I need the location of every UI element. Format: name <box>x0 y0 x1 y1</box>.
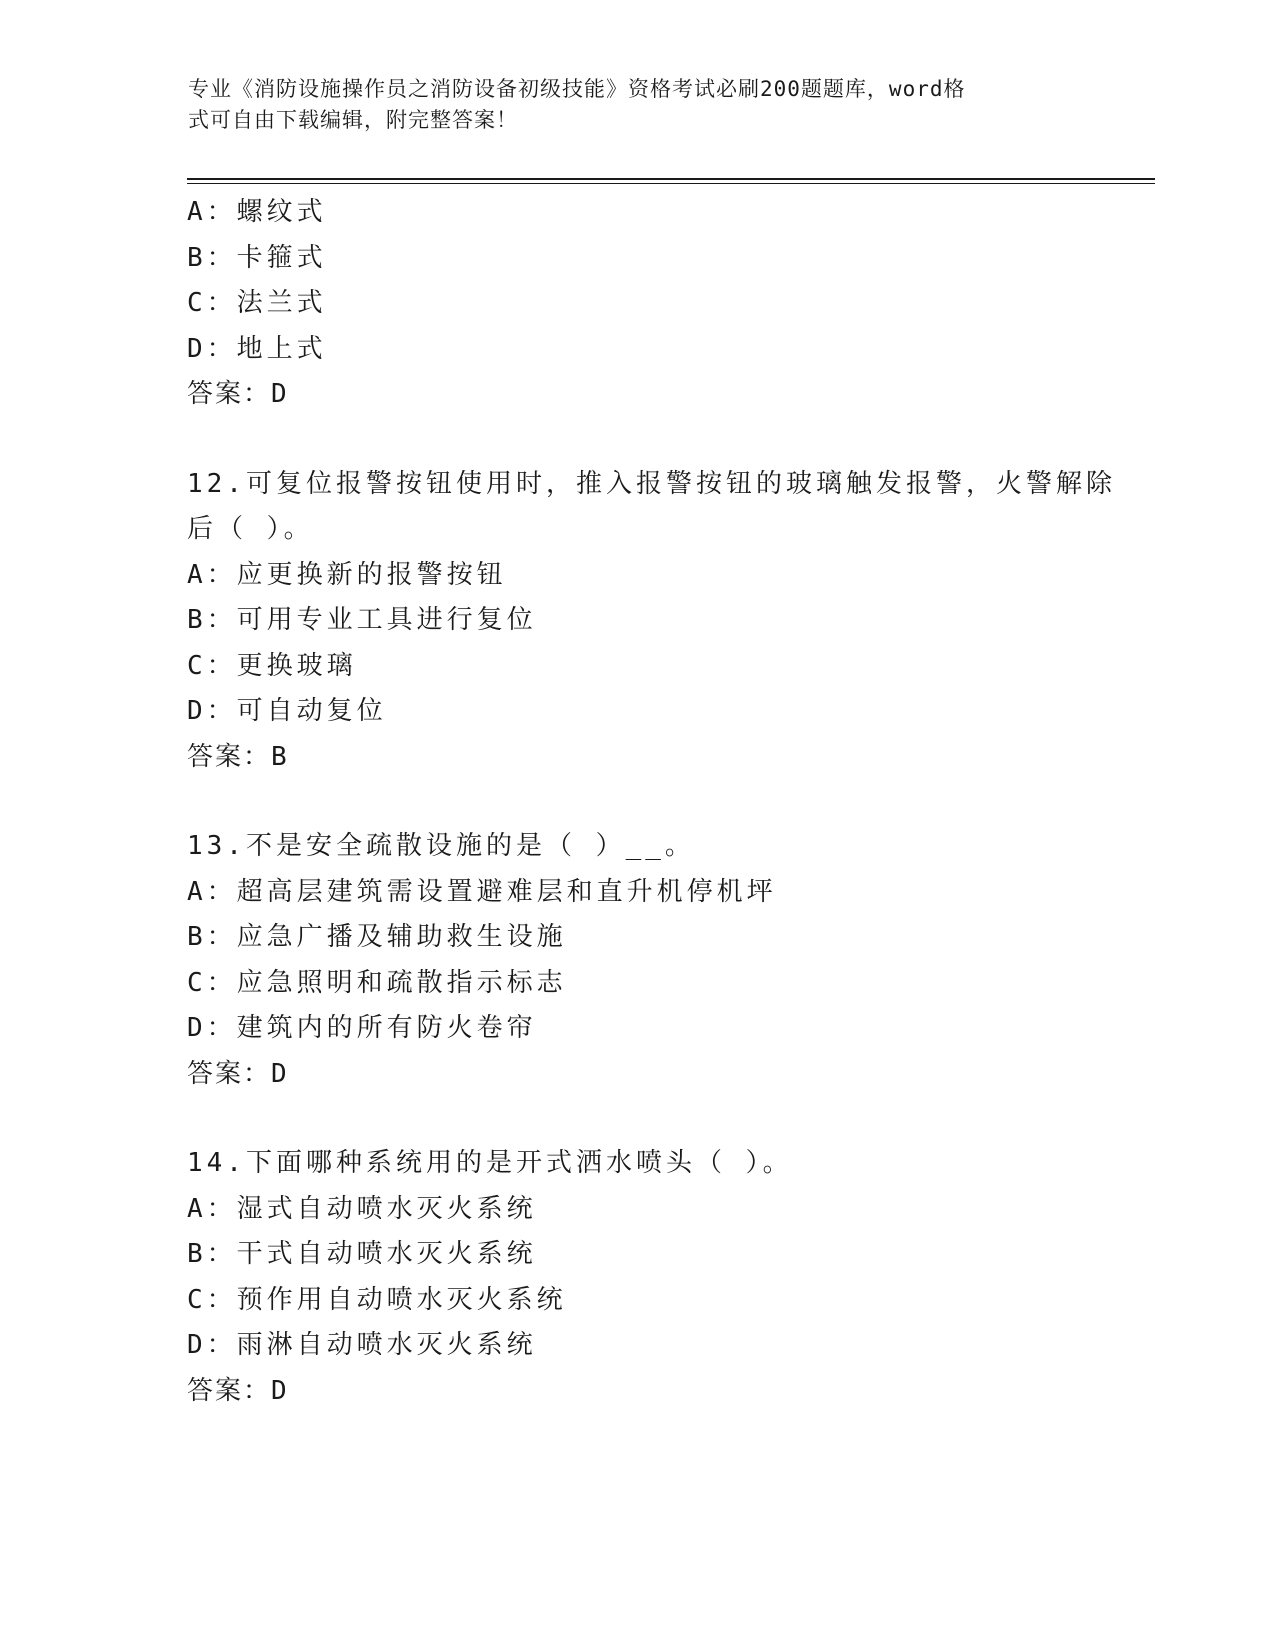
option-c: C：法兰式 <box>187 288 327 318</box>
option-a: A：超高层建筑需设置避难层和直升机停机坪 <box>187 876 777 907</box>
answer-label: 答案： <box>187 379 272 409</box>
question-stem-continued: 后（ ）。 <box>187 514 314 544</box>
option-d: D：可自动复位 <box>187 696 387 726</box>
question-block-11 <box>187 190 1087 418</box>
option-c: C：预作用自动喷水灭火系统 <box>187 1284 567 1315</box>
option-d: D：建筑内的所有防火卷帘 <box>187 1013 537 1043</box>
answer-line <box>187 1369 1087 1415</box>
answer-value: D <box>271 1375 288 1406</box>
option-c: C：应急照明和疏散指示标志 <box>187 967 567 998</box>
header-line-2: 式可自由下载编辑，附完整答案！ <box>188 108 518 132</box>
question-block-13 <box>187 824 1087 1097</box>
answer-label: 答案： <box>187 1375 272 1406</box>
header-divider <box>187 178 1155 180</box>
question-block-12 <box>187 462 1116 781</box>
option-a: A：应更换新的报警按钮 <box>187 559 507 590</box>
question-list <box>187 190 1116 1414</box>
answer-line <box>187 735 1087 781</box>
option-b: B：卡箍式 <box>187 242 327 273</box>
header-line-1: 专业《消防设施操作员之消防设备初级技能》资格考试必刷200题题库，word格 <box>188 77 966 101</box>
document-header <box>188 74 1068 136</box>
option-d: D：地上式 <box>187 333 327 364</box>
option-b: B：应急广播及辅助救生设施 <box>187 922 567 952</box>
question-stem: 12.可复位报警按钮使用时，推入报警按钮的玻璃触发报警，火警解除 <box>187 468 1116 499</box>
header-divider-thin <box>187 183 1155 184</box>
answer-value: B <box>271 741 288 772</box>
answer-line <box>187 372 1087 418</box>
answer-value: D <box>271 1058 288 1089</box>
option-d: D：雨淋自动喷水灭火系统 <box>187 1330 537 1360</box>
answer-label: 答案： <box>187 1058 272 1089</box>
question-stem: 13.不是安全疏散设施的是（ ）__。 <box>187 831 695 861</box>
option-c: C：更换玻璃 <box>187 650 357 681</box>
option-b: B：干式自动喷水灭火系统 <box>187 1239 537 1269</box>
answer-line <box>187 1052 1087 1098</box>
option-a: A：螺纹式 <box>187 197 327 227</box>
answer-label: 答案： <box>187 741 272 772</box>
option-a: A：湿式自动喷水灭火系统 <box>187 1193 537 1224</box>
answer-value: D <box>271 379 288 409</box>
question-stem: 14.下面哪种系统用的是开式洒水喷头（ ）。 <box>187 1148 793 1178</box>
option-b: B：可用专业工具进行复位 <box>187 605 537 635</box>
question-block-14 <box>187 1141 1087 1414</box>
